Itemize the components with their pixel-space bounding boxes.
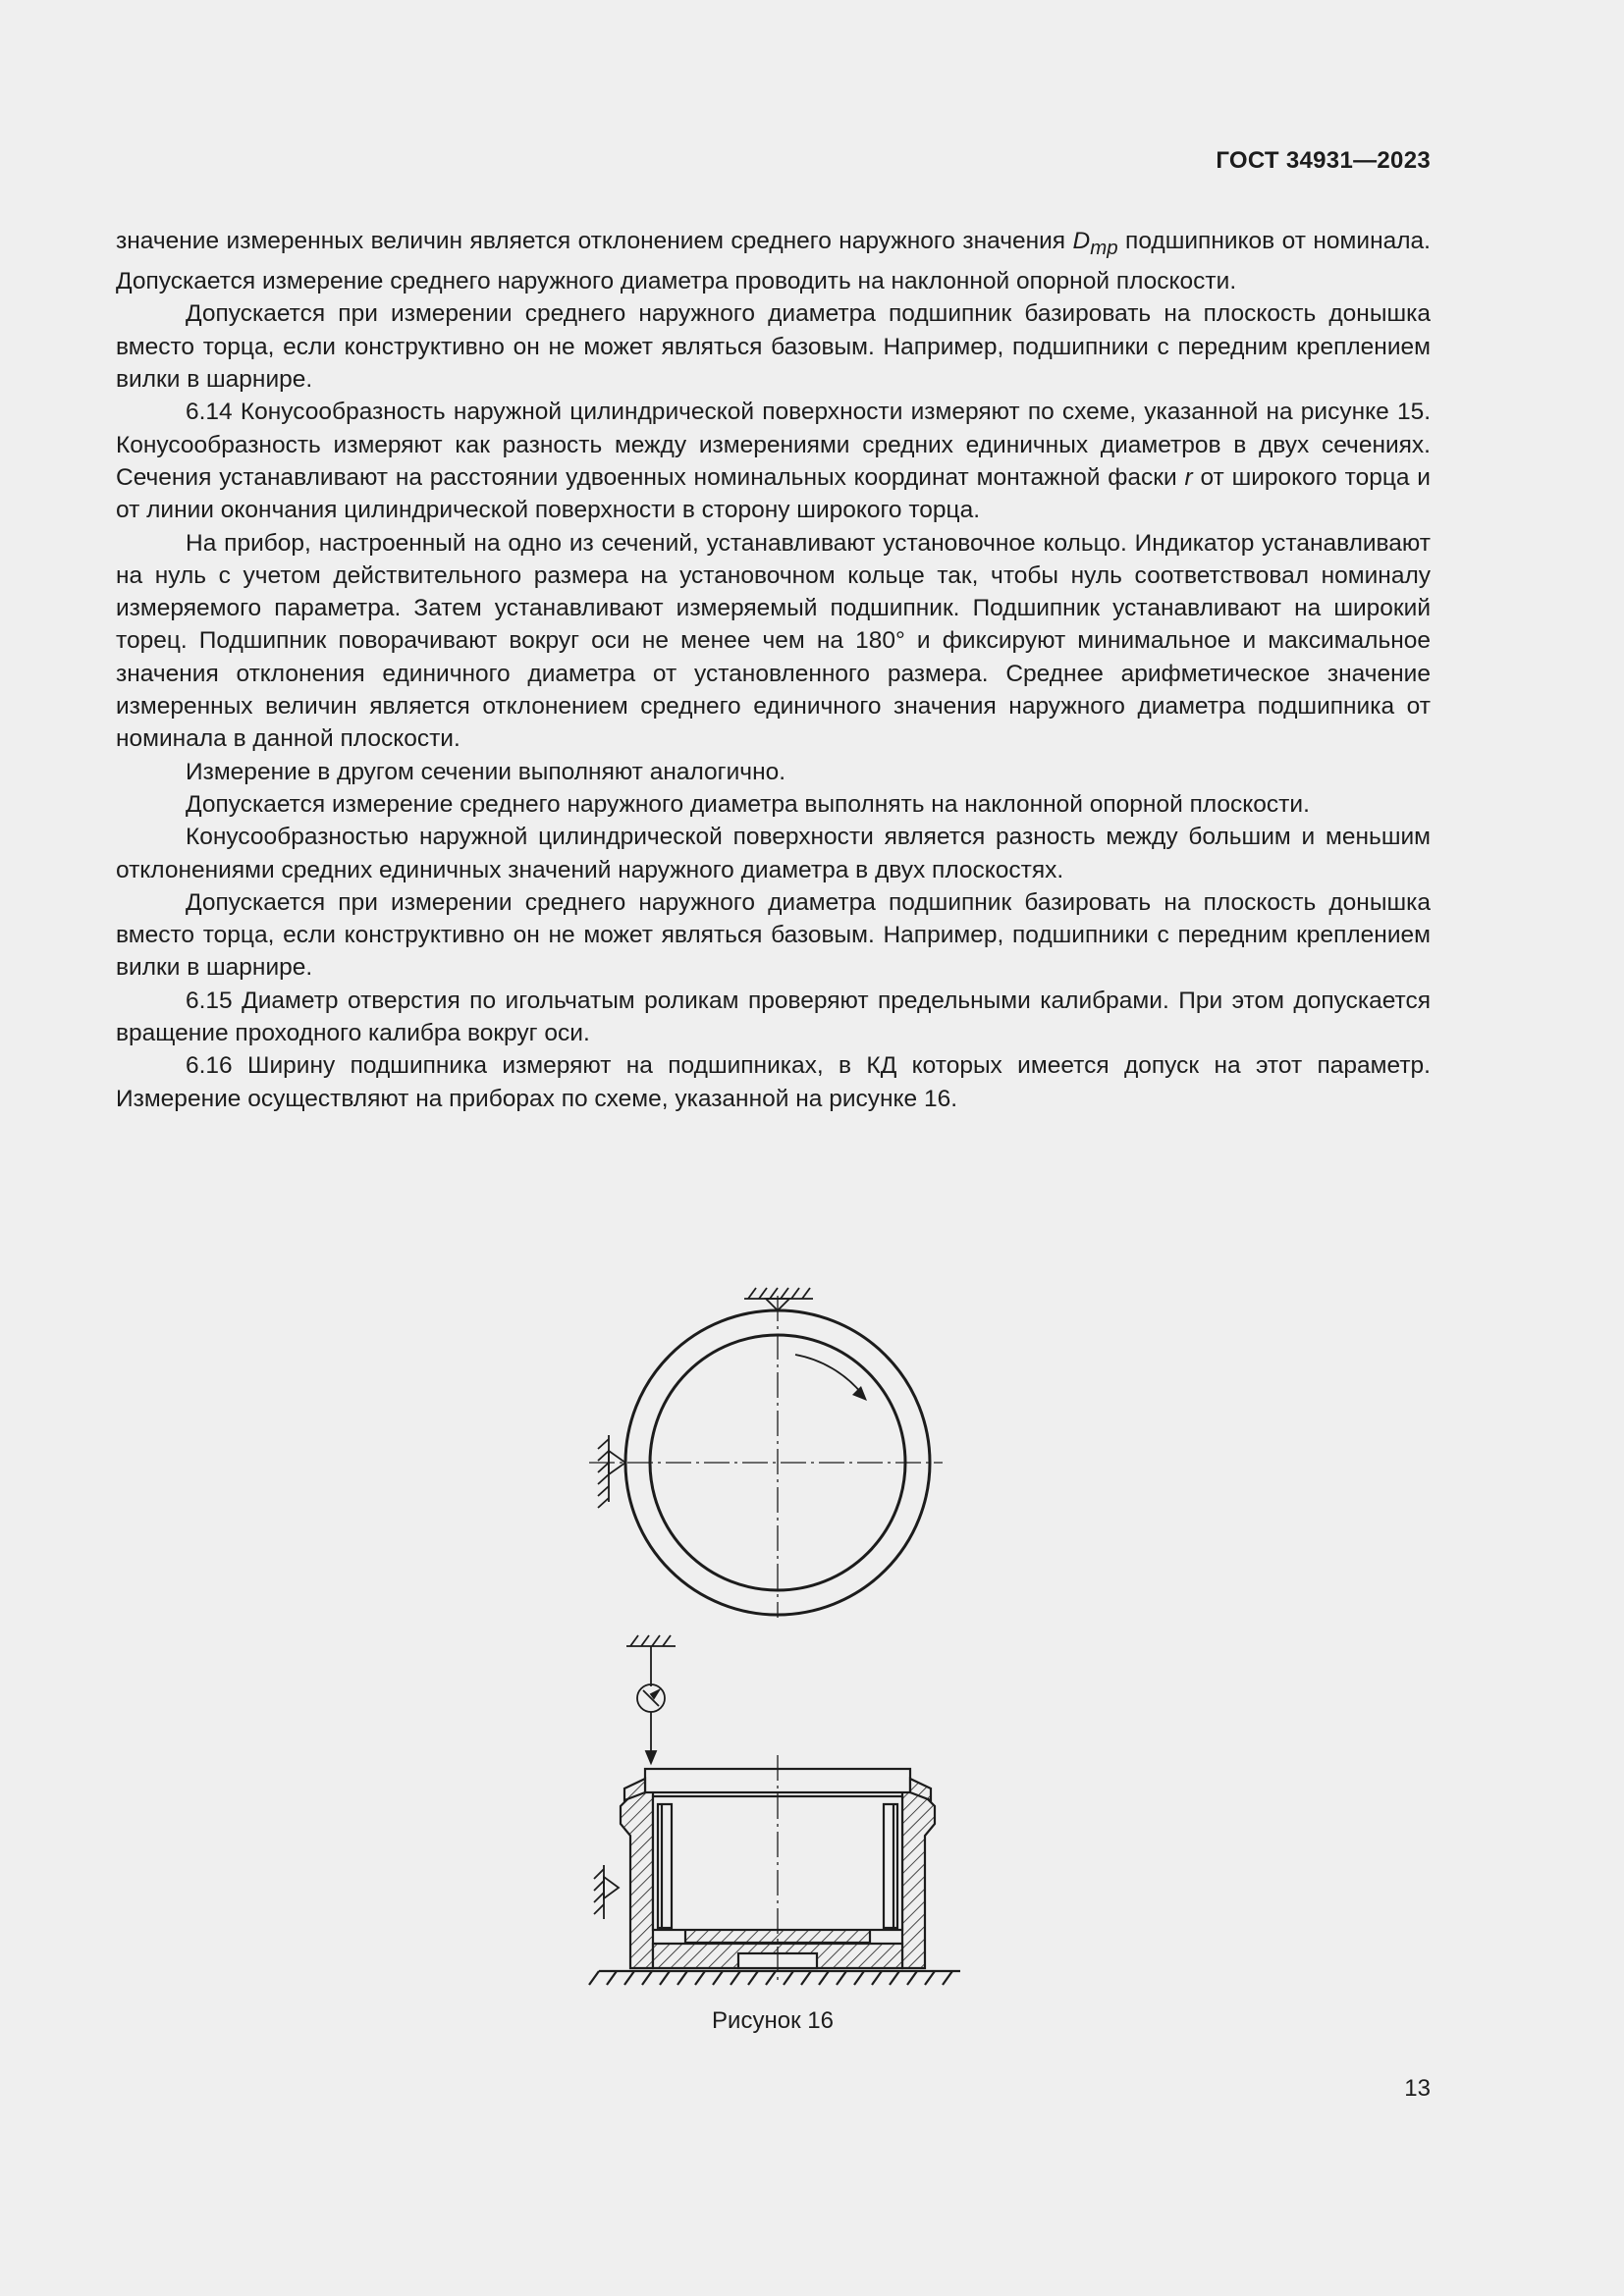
base-side-support-icon [594, 1865, 619, 1919]
paragraph-5: Измерение в другом сечении выполняют аналогично. [186, 758, 786, 785]
indicator-icon [626, 1635, 676, 1763]
paragraph-8: Допускается при измерении среднего наружного диаметра подшипник базировать на плоскость донышка вместо торца, если конструктивно он не может являться базовым. Например, подшипники с передним креплением вилки в шарнире. [116, 888, 1431, 982]
paragraph-7: Конусообразностью наружной цилиндрической поверхности является разность между большим и меньшим отклонениями средних единичных значений наружного диаметра в двух плоскостях. [116, 824, 1431, 883]
page-number: 13 [1404, 2075, 1431, 2102]
figure-caption: Рисунок 16 [712, 2007, 834, 2034]
paragraph-6: Допускается измерение среднего наружного диаметра выполнять на наклонной опорной плоскости. [186, 790, 1310, 818]
body-text [116, 225, 1431, 1115]
figure-16-drawing [560, 1266, 992, 2032]
paragraph-6-16: 6.16 Ширину подшипника измеряют на подшипниках, в КД которых имеется допуск на этот параметр. Измерение осуществляют на приборах по схеме, указанной на рисунке 16. [116, 1052, 1431, 1112]
paragraph-4: На прибор, настроенный на одно из сечений, устанавливают установочное кольцо. Индикатор устанавливают на нуль с учетом действительного размера на установочном кольце так, чтобы нуль соответствовал номиналу измеряемого параметра. Затем устанавливают измеряемый подшипник. Подшипник устанавливают на широкий торец. Подшипник поворачивают вокруг оси не менее чем на 180° и фиксируют минимальное и максимальное значения отклонения единичного диаметра от установленного размера. Среднее арифметическое значение измеренных величин является отклонением среднего единичного значения наружного диаметра подшипника от номинала в данной плоскости. [116, 529, 1431, 753]
side-support-icon [598, 1435, 625, 1508]
paragraph-1: значение измеренных величин является отклонением среднего наружного значения $D_{mp}$ подшипников от номинала. Допускается измерение среднего наружного диаметра проводить на наклонной опорной плоскости. [116, 228, 1431, 295]
ring-top-view [589, 1296, 943, 1618]
bearing-section [589, 1755, 960, 1985]
paragraph-6-14: 6.14 Конусообразность наружной цилиндрической поверхности измеряют по схеме, указанной на рисунке 15. Конусообразность измеряют как разность между измерениями средних единичных диаметров в двух сечениях. Сечения устанавливают на расстоянии удвоенных номинальных координат монтажной фаски r от широкого торца и от линии окончания цилиндрической поверхности в сторону широкого торца. [116, 399, 1431, 524]
document-id: ГОСТ 34931—2023 [1216, 147, 1431, 174]
paragraph-6-15: 6.15 Диаметр отверстия по игольчатым роликам проверяют предельными калибрами. При этом допускается вращение проходного калибра вокруг оси. [116, 987, 1431, 1047]
paragraph-2: Допускается при измерении среднего наружного диаметра подшипник базировать на плоскость донышка вместо торца, если конструктивно он не может являться базовым. Например, подшипники с передним креплением вилки в шарнире. [116, 300, 1431, 394]
top-support-icon [744, 1288, 813, 1310]
